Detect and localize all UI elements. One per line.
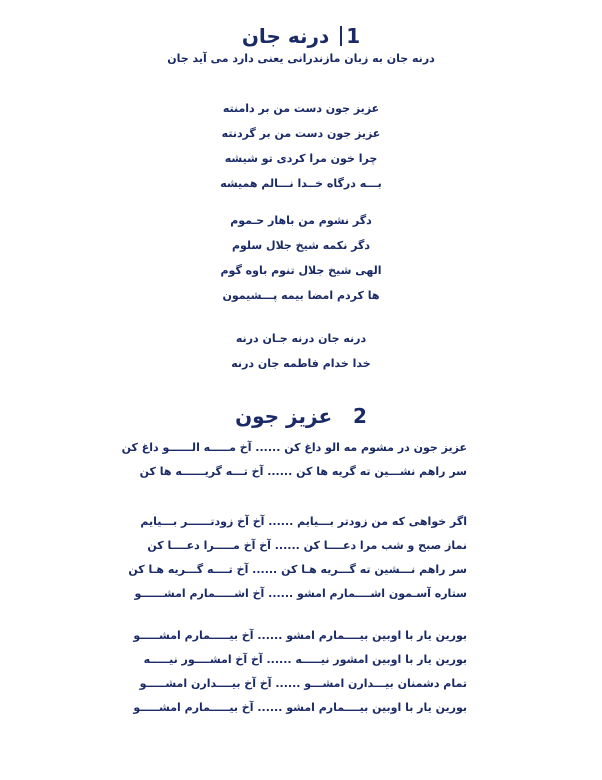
poem-1-stanza-2	[0, 208, 602, 308]
poem-2-stanza-1	[117, 436, 467, 484]
verse-line: دگر نکمه شیخ جلال سلوم	[231, 239, 371, 252]
poem-2-number: 2	[353, 404, 367, 428]
verse-line: نماز صبح و شب مرا دعــــا کن ...... آخ آخ مـــــرا دعــــا کن	[147, 539, 467, 552]
verse-line: بـــه درگاه خــدا نـــالم همیشه	[220, 177, 382, 190]
verse-line: خدا خدام فاطمه جان درنه	[231, 357, 371, 370]
verse-line: عزیز جون دست من بر دامنته	[222, 102, 380, 115]
poem-1-stanza-3	[0, 326, 602, 376]
poem-1-subtitle: درنه جان به زبان مازندرانی یعنی دارد می آید جان	[167, 52, 435, 65]
poem-2-stanza-3	[117, 624, 467, 720]
verse-line: درنه جان درنه جـان درنه	[235, 332, 367, 345]
heading-divider	[340, 26, 342, 46]
verse-line: بورین یار با اوبین بیــــمارم امشو ...... آخ بیـــــمارم امشـــــو	[133, 701, 467, 714]
poem-1-number: 1	[346, 24, 361, 48]
poem-2-heading	[0, 404, 602, 428]
poem-1-heading	[0, 24, 602, 48]
verse-line: ستاره آسـمون اشــــمارم امشو ...... آخ اشـــــمارم امشــــــو	[134, 587, 467, 600]
verse-line: چرا خون مرا کردی تو شیشه	[224, 152, 378, 165]
poem-1-title: درنه جان	[241, 24, 330, 48]
verse-line: دگر نشوم من باهار حـموم	[230, 214, 372, 227]
verse-line: ها کردم امضا بیمه پـــشیمون	[222, 289, 380, 302]
verse-line: عزیز جون در مشوم مه الو داغ کن ...... آخ مـــــه الــــــو داغ کن	[121, 441, 467, 454]
verse-line: عزیز جون دست من بر گردنته	[221, 127, 381, 140]
verse-line: الهی شیخ جلال تنوم باوه گوم	[220, 264, 382, 277]
verse-line: اگر خواهی که من زودتر بـــیایم ...... آخ آخ زودتــــــر بـــیایم	[140, 515, 467, 528]
verse-line: سر راهم نـــشین ته گـــریه هـا کن ...... آخ تــــه گـــریه هـا کن	[128, 563, 467, 576]
poem-1-stanza-1	[0, 96, 602, 196]
verse-line: تمام دشمنان بیـــدارن امشـــو ...... آخ آخ بیــــدارن امشـــــو	[139, 677, 467, 690]
poem-2-title: عزیز جون	[235, 404, 333, 428]
verse-line: بورین یار با اوبین امشور نیـــــه ...... آخ آخ امشــــور نیـــــه	[143, 653, 467, 666]
poem-2-stanza-2	[117, 510, 467, 606]
verse-line: سر راهم نشـــین ته گریه ها کن ...... آخ تـــه گریــــــه ها کن	[139, 465, 467, 478]
verse-line: بورین یار با اوبین بیــــمارم امشو ...... آخ بیـــــمارم امشـــــو	[133, 629, 467, 642]
